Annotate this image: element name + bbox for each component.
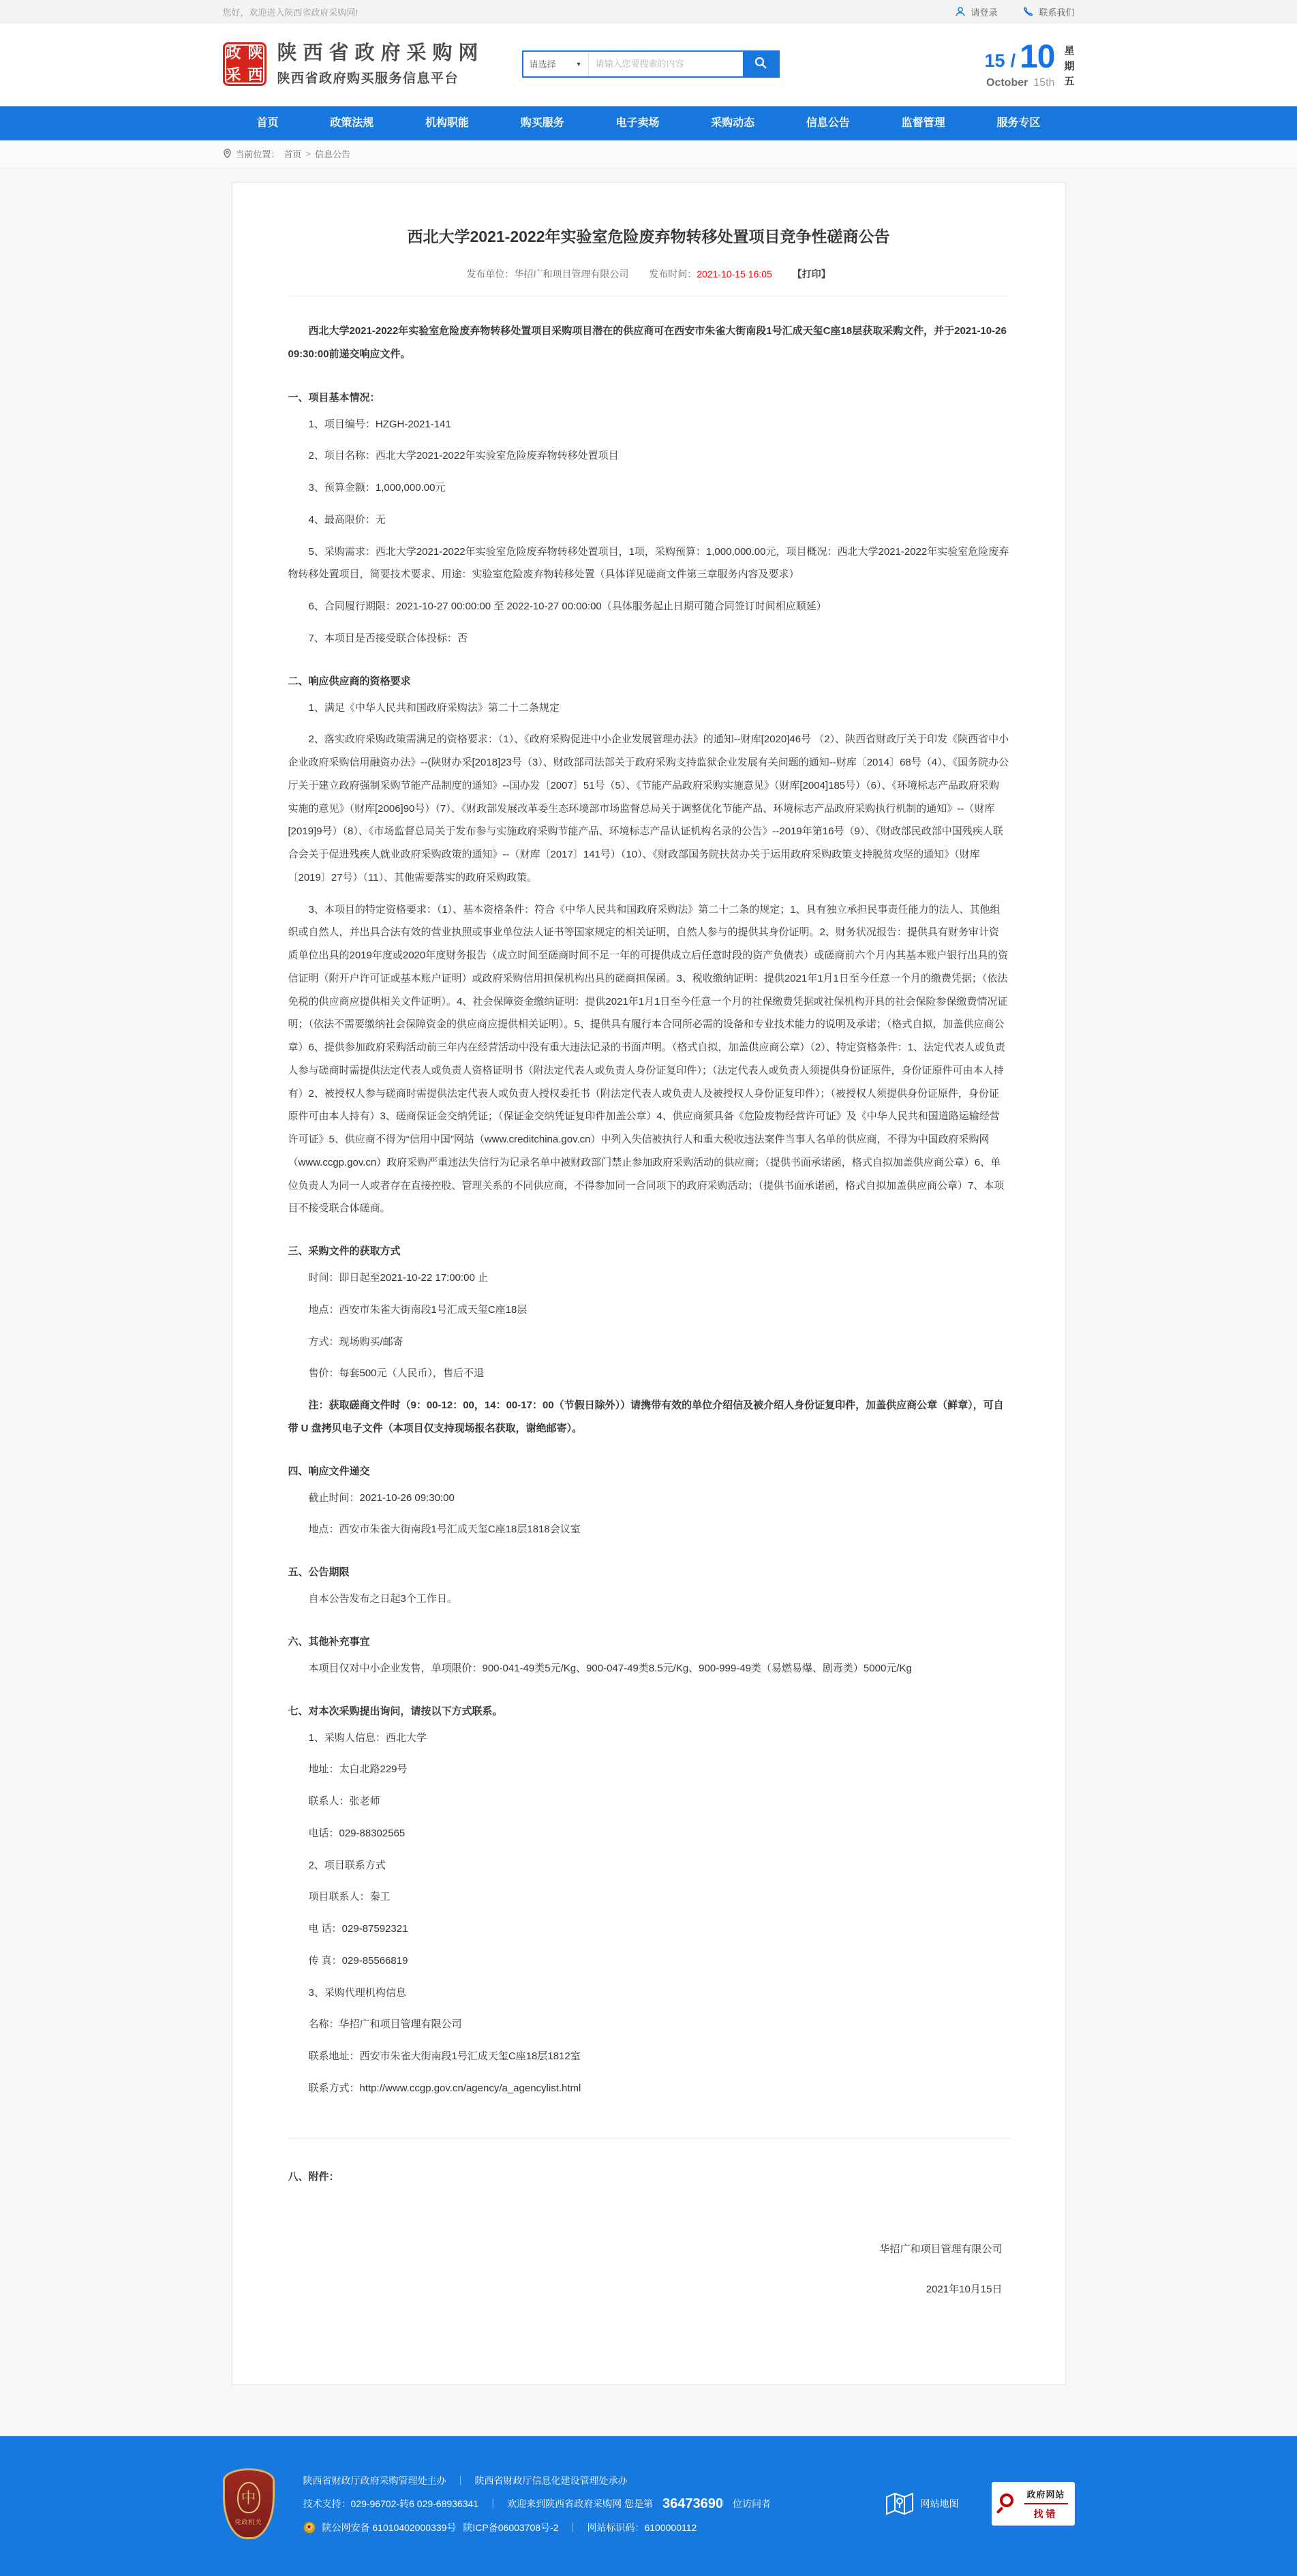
chevron-down-icon: ▼: [575, 60, 582, 67]
article-paragraph: 2、项目联系方式: [308, 1859, 386, 1871]
site-code: 网站标识码：6100000112: [587, 2521, 697, 2533]
breadcrumb-label: 当前位置：: [235, 149, 280, 160]
article-paragraph: 截止时间：2021-10-26 09:30:00: [308, 1491, 455, 1504]
publisher-name: 华招广和项目管理有限公司: [514, 268, 629, 279]
footer-organizer-line: 陕西省财政厅政府采购管理处主办 ｜ 陕西省财政厅信息化建设管理处承办: [303, 2474, 628, 2486]
search-category-select[interactable]: 请选择 ▼: [523, 52, 589, 76]
article-paragraph: 电话：029-88302565: [308, 1827, 406, 1839]
publish-time: 2021-10-15 16:05: [697, 268, 772, 279]
contact-link[interactable]: 联系我们: [1023, 5, 1074, 18]
breadcrumb-current-link[interactable]: 信息公告: [315, 149, 351, 160]
section-heading: 一、项目基本情况：: [288, 391, 380, 404]
article-paragraph: 1、满足《中华人民共和国政府采购法》第二十二条规定: [308, 701, 560, 714]
section-heading: 六、其他补充事宜: [288, 1635, 370, 1648]
beian-gongan[interactable]: 陕公网安备 61010402000339号: [322, 2521, 457, 2533]
page-background: [0, 168, 1297, 2436]
site-logo[interactable]: 政 陕 采 西: [223, 42, 266, 86]
article-paragraph: 项目联系人：秦工: [308, 1891, 391, 1903]
nav-item-3[interactable]: 购买服务: [520, 117, 564, 129]
article-paragraph: 联系方式：http://www.ccgp.gov.cn/agency/a_agencylist.html: [308, 2082, 581, 2094]
main-nav: [223, 106, 1075, 140]
signature-date: 2021年10月15日: [926, 2283, 1003, 2295]
section-heading: 二、响应供应商的资格要求: [288, 675, 411, 687]
article-body: [288, 390, 1009, 2100]
date-day: 15: [984, 50, 1005, 71]
search-button[interactable]: [743, 52, 778, 76]
site-header: [0, 23, 1297, 106]
search-bar: [522, 50, 780, 78]
section-heading: 四、响应文件递交: [288, 1465, 370, 1477]
article-paragraph: 联系地址：西安市朱雀大街南段1号汇成天玺C座18层1812室: [308, 2050, 581, 2062]
breadcrumb-strip: [0, 140, 1297, 168]
phone-icon: [1023, 6, 1034, 17]
signature-company: 华招广和项目管理有限公司: [879, 2243, 1003, 2255]
announcement-card: [232, 182, 1066, 2385]
article-paragraph: 电 话：029-87592321: [308, 1923, 408, 1935]
article-meta: [288, 267, 1009, 297]
search-icon: [754, 56, 767, 72]
article-paragraph: 3、预算金额：1,000,000.00元: [308, 482, 446, 494]
article-paragraph: 注：获取磋商文件时（9：00-12：00，14：00-17：00（节假日除外））请携带有效的单位介绍信及被介绍人身份证复印件，加盖供应商公章（鲜章），可自带 U 盘拷贝电子文件（本项目仅支持现场报名获取，谢绝邮寄）。: [288, 1399, 1004, 1434]
article-paragraph: 3、本项目的特定资格要求：（1）、基本资格条件：符合《中华人民共和国政府采购法》第二十二条的规定；1、具有独立承担民事责任能力的法人、其他组织或自然人，并出具合法有效的营业执照或事业单位法人证书等国家规定的相关证明，自然人参与的提供其身份证明。2、财务状况报告：提供具有财务审计资质单位出具的2019年度或2020年度财务报告（成立时间至磋商时间不足一年的可提供成立后任意时段的资产负债表）或磋商前六个月内其基本账户银行出具的资信证明（附开户许可证或基本账户证明）或政府采购信用担保机构出具的磋商担保函。3、税收缴纳证明：提供2021年1月1日至今任意一个月的缴费凭据；（依法免税的供应商应提供相关文件证明）。4、社会保障资金缴纳证明：提供2021年1月1日至今任意一个月的社保缴费凭据或社保机构开具的社会保险参保缴费情况证明；（依法不需要缴纳社会保障资金的供应商应提供相关证明）。5、提供具有履行本合同所必需的设备和专业技术能力的说明及承诺；（格式自拟，加盖供应商公章）6、提供参加政府采购活动前三年内在经营活动中没有重大违法记录的书面声明。（格式自拟，加盖供应商公章）（2）、特定资格条件：1、法定代表人或负责人参与磋商时需提供法定代表人或负责人资格证明书（附法定代表人或负责人身份证复印件）；（法定代表人或负责人须提供身份证原件，身份证原件可由本人持有）2、被授权人参与磋商时需提供法定代表人或负责人授权委托书（附法定代表人或负责人及被授权人身份证复印件）；（被授权人须提供身份证原件，身份证原件可由本人持有）3、磋商保证金交纳凭证；（保证金交纳凭证复印件加盖公章）4、供应商须具备《危险废物经营许可证》及《中华人民共和国道路运输经营许可证》5、供应商不得为“信用中国”网站（www.creditchina.gov.cn）中列入失信被执行人和重大税收违法案件当事人名单的供应商，不得为中国政府采购网（www.ccgp.gov.cn）政府采购严重违法失信行为记录名单中被财政部门禁止参加政府采购活动的供应商；（提供书面承诺函，格式自拟加盖供应商公章）6、单位负责人为同一人或者存在直接控股、管理关系的不同供应商，不得参加同一合同项下的政府采购活动；（提供书面承诺函，格式自拟加盖供应商公章）7、本项目不接受联合体磋商。: [288, 903, 1009, 1215]
footer-beian-line: ★ 陕公网安备 61010402000339号 陕ICP备06003708号-2 ｜ 网站标识码：6100000112: [303, 2521, 771, 2534]
article-paragraph: 时间：即日起至2021-10-22 17:00:00 止: [308, 1272, 488, 1284]
article-paragraph: 6、合同履行期限：2021-10-27 00:00:00 至 2022-10-27 00:00:00（具体服务起止日期可随合同签订时间相应顺延）: [308, 601, 827, 612]
search-input[interactable]: [589, 52, 743, 76]
sitemap-icon: [885, 2491, 914, 2516]
footer-support-line: 技术支持：029-96702-转6 029-68936341 ｜ 欢迎来到陕西省政府采购网 您是第 36473690 位访问者: [303, 2496, 771, 2511]
signature-block: [288, 2241, 1009, 2296]
article-paragraph: 3、采购代理机构信息: [308, 1986, 406, 1999]
article-paragraph: 联系人：张老师: [308, 1795, 380, 1807]
site-title: 陕西省政府采购网: [277, 42, 485, 64]
top-utility-bar: [0, 0, 1297, 23]
magnifier-icon: [998, 2494, 1019, 2514]
article-paragraph: 方式：现场购买/邮寄: [308, 1335, 403, 1348]
page-title: 西北大学2021-2022年实验室危险废弃物转移处置项目竞争性磋商公告: [407, 227, 890, 245]
article-paragraph: 4、最高限价：无: [308, 513, 386, 526]
article-paragraph: 本项目仅对中小企业发售，单项限价：900-041-49类5元/Kg、900-047-49类8.5元/Kg、900-999-49类（易燃易爆、剧毒类）5000元/Kg: [308, 1662, 912, 1674]
main-nav-bar: [0, 106, 1297, 140]
nav-item-6[interactable]: 信息公告: [806, 117, 850, 129]
attachment-heading: 八、附件：: [288, 2170, 339, 2183]
nav-item-1[interactable]: 政策法规: [330, 117, 374, 129]
article-paragraph: 1、项目编号：HZGH-2021-141: [308, 418, 451, 430]
article-paragraph: 地点：西安市朱雀大街南段1号汇成天玺C座18层: [308, 1303, 528, 1316]
publish-time-label: 发布时间：: [649, 268, 697, 279]
publisher-label: 发布单位：: [466, 268, 515, 279]
date-widget: 15 / 10 October 15th 星 期 五: [984, 39, 1075, 89]
nav-item-2[interactable]: 机构职能: [425, 117, 469, 129]
section-heading: 七、对本次采购提出询问，请按以下方式联系。: [288, 1705, 503, 1717]
nav-item-0[interactable]: 首页: [256, 117, 279, 129]
article-paragraph: 5、采购需求：西北大学2021-2022年实验室危险废弃物转移处置项目，1项，采购预算：1,000,000.00元，项目概况：西北大学2021-2022年实验室危险废弃物转移处置项目，简要技术要求、用途：实验室危险废弃物转移处置（具体详见磋商文件第三章服务内容及要求）: [288, 545, 1009, 581]
beian-icp[interactable]: 陕ICP备06003708号-2: [463, 2521, 559, 2533]
article-paragraph: 7、本项目是否接受联合体投标：否: [308, 632, 468, 644]
date-month-en: October: [986, 77, 1028, 89]
gov-site-error-report-badge[interactable]: 政府网站 找错: [992, 2482, 1075, 2526]
nav-item-8[interactable]: 服务专区: [996, 117, 1041, 129]
article-paragraph: 2、落实政府采购政策需满足的资格要求：（1）、《政府采购促进中小企业发展管理办法》的通知--财库[2020]46号 （2）、陕西省财政厅关于印发《陕西省中小企业政府采购信用融资办法》--(陕财办采[2018]23号（3）、财政部司法部关于政府采购支持监狱企业发展有关问题的通知--财库〔2014〕68号（4）、《国务院办公厅关于建立政府强制采购节能产品制度的通知》--国办发〔2007〕51号（5）、《节能产品政府采购实施意见》（财库[2004]185号）（6）、《环境标志产品政府采购实施的意见》（财库[2006]90号）（7）、《财政部发展改革委生态环境部市场监督总局关于调整优化节能产品、环境标志产品政府采购执行机制的通知》--（财库[2019]9号）（8）、《市场监督总局关于发布参与实施政府采购节能产品、环境标志产品认证机构名录的公告》--2019年第16号（9）、《财政部民政部中国残疾人联合会关于促进残疾人就业政府采购政策的通知》--（财库〔2017〕141号）（10）、《财政部国务院扶贫办关于运用政府采购政策支持脱贫攻坚的通知》（财库〔2019〕27号）（11）、其他需要落实的政府采购政策。: [288, 733, 1009, 883]
sitemap-link[interactable]: 网站地图: [885, 2491, 959, 2516]
login-link[interactable]: 请登录: [955, 5, 997, 18]
nav-item-4[interactable]: 电子卖场: [615, 117, 660, 129]
article-paragraph: 自本公告发布之日起3个工作日。: [308, 1593, 457, 1605]
police-badge-icon: ★: [303, 2521, 316, 2534]
article-paragraph: 售价：每套500元（人民币），售后不退: [308, 1367, 485, 1380]
site-subtitle: 陕西省政府购买服务信息平台: [277, 71, 459, 86]
user-icon: [955, 6, 966, 17]
date-weekday: 星 期 五: [1064, 45, 1075, 87]
breadcrumb-separator: >: [305, 149, 311, 159]
breadcrumb-home-link[interactable]: 首页: [284, 149, 302, 160]
date-month: 10: [1020, 39, 1055, 75]
article-intro: 西北大学2021-2022年实验室危险废弃物转移处置项目采购项目潜在的供应商可在西安市朱雀大街南段1号汇成天玺C座18层获取采购文件，并于2021-10-26 09:30:00前递交响应文件。: [288, 324, 1007, 360]
site-footer: [0, 2436, 1297, 2576]
article-paragraph: 地址：太白北路229号: [308, 1763, 408, 1776]
article-paragraph: 1、采购人信息：西北大学: [308, 1731, 427, 1744]
nav-item-5[interactable]: 采购动态: [711, 117, 755, 129]
section-heading: 五、公告期限: [288, 1566, 350, 1578]
print-button[interactable]: 【打印】: [792, 268, 831, 279]
section-heading: 三、采购文件的获取方式: [288, 1245, 401, 1257]
nav-item-7[interactable]: 监督管理: [901, 117, 945, 129]
article-paragraph: 2、项目名称：西北大学2021-2022年实验室危险废弃物转移处置项目: [308, 450, 619, 462]
article-paragraph: 名称：华招广和项目管理有限公司: [308, 2018, 462, 2031]
visitor-count: 36473690: [662, 2496, 723, 2511]
article-paragraph: 传 真：029-85566819: [308, 1954, 408, 1967]
welcome-text: 您好，欢迎进入陕西省政府采购网!: [222, 7, 358, 18]
article-paragraph: 地点：西安市朱雀大街南段1号汇成天玺C座18层1818会议室: [308, 1524, 581, 1536]
date-day-en: 15th: [1033, 77, 1055, 89]
government-emblem-icon: 中 党政机关: [223, 2468, 275, 2539]
location-pin-icon: [223, 149, 232, 159]
breadcrumb: [223, 140, 1075, 168]
